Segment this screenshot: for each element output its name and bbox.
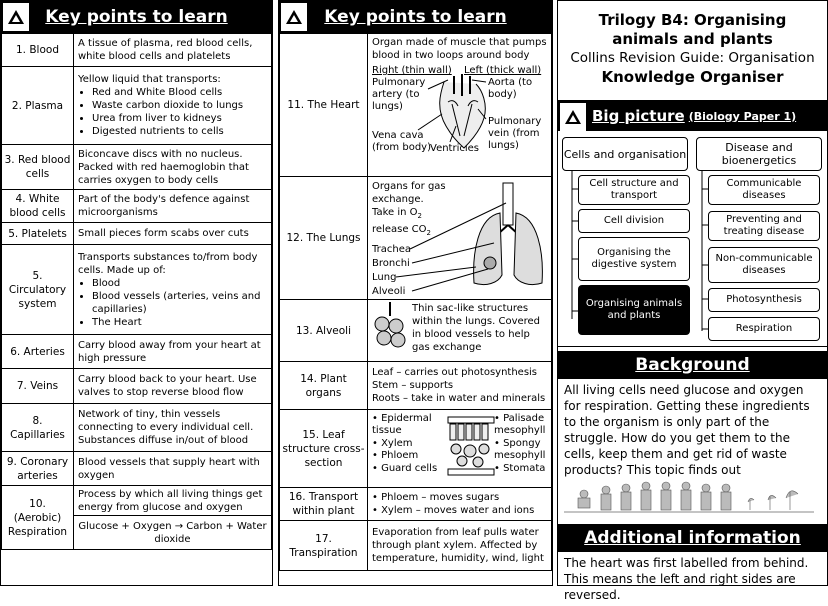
background-text: All living cells need glucose and oxygen for respiration. Getting these ingredients to the organism is only part of the struggle. How do you get them to the cells, keep them and get rid of waste products? This topic finds out <box>564 383 810 477</box>
definition-cell: Network of tiny, thin vessels connecting to every individual cell. Substances diffuse in/out of blood <box>74 404 272 452</box>
xylem-label: Xylem <box>381 437 413 449</box>
box-label: Preventing and treating disease <box>723 214 805 237</box>
list-item: • Epidermal tissue <box>372 412 432 436</box>
term-cell: 8. Capillaries <box>2 404 74 452</box>
organising-animals-box <box>578 285 690 335</box>
definition-cell: Carry blood back to your heart. Use valves to stop reverse blood flow <box>74 369 272 404</box>
key-terms-table-2 <box>279 33 552 571</box>
heart-intro: Organ made of muscle that pumps blood in two loops around body <box>372 37 547 61</box>
term-cell: 1. Blood <box>2 34 74 67</box>
box-label: Organising the digestive system <box>591 247 677 270</box>
key-terms-table-1 <box>1 33 272 550</box>
overview-column <box>557 0 828 602</box>
box-label: Non-communicable diseases <box>715 253 813 276</box>
subscript: 2 <box>426 229 431 237</box>
table-row <box>2 486 272 516</box>
guard-cells-label: Guard cells <box>381 462 438 474</box>
table-row <box>2 245 272 335</box>
lungs-intro-text: Take in O <box>372 207 418 218</box>
list-item: • Digested nutrients to cells <box>92 125 267 138</box>
cells-and-organisation-box <box>562 137 688 171</box>
leaf-left-labels <box>372 413 442 476</box>
column-1-title: Key points to learn <box>45 7 228 27</box>
definition-cell <box>368 177 552 300</box>
big-picture-header <box>558 101 827 131</box>
term-cell: 11. The Heart <box>280 34 368 177</box>
alveoli-definition: Thin sac-like structures within the lungs. Covered in blood vessels to help gas exchange <box>412 303 541 353</box>
respiration-equation: Glucose + Oxygen → Carbon + Water dioxide <box>78 520 267 545</box>
list-item: • Phloem <box>372 450 419 461</box>
list-item: • Guard cells <box>372 462 438 474</box>
definition-intro: Yellow liquid that transports: <box>78 74 221 85</box>
preventing-disease-box <box>708 211 820 241</box>
definition-cell <box>74 67 272 145</box>
term-cell: 10. (Aerobic) Respiration <box>2 486 74 550</box>
definition-cell: Blood vessels that supply heart with oxygen <box>74 452 272 486</box>
logo-triangle-icon <box>565 110 581 124</box>
table-row <box>2 452 272 486</box>
spongy-label: Spongy mesophyll <box>494 437 546 461</box>
academy-logo <box>3 3 29 31</box>
leaf-right-labels <box>494 413 556 476</box>
key-points-column-2 <box>278 0 553 586</box>
knowledge-organiser-label: Knowledge Organiser <box>601 68 784 86</box>
term-cell: 6. Arteries <box>2 335 74 369</box>
list-item: Stem – supports <box>372 380 454 391</box>
definition-cell: Part of the body's defence against microorganisms <box>74 190 272 223</box>
box-label: Cells and organisation <box>563 147 687 161</box>
background-title: Background <box>635 355 750 375</box>
ventricles-label: Ventricles <box>430 143 480 154</box>
non-communicable-box <box>708 247 820 283</box>
table-row <box>280 34 552 177</box>
box-label: Communicable diseases <box>726 178 802 201</box>
box-label: Photosynthesis <box>726 294 802 305</box>
academy-logo <box>281 3 307 31</box>
bronchi-label: Bronchi <box>372 258 410 269</box>
definition-cell: Carry blood away from your heart at high pressure <box>74 335 272 369</box>
big-picture-map <box>558 131 827 347</box>
table-row <box>2 67 272 145</box>
table-row <box>280 300 552 362</box>
column-2-title: Key points to learn <box>324 7 507 27</box>
cell-structure-box <box>578 175 690 205</box>
logo-triangle-icon <box>8 10 24 24</box>
additional-info-title: Additional information <box>584 528 801 548</box>
list-item: • Blood vessels (arteries, veins and capillaries) <box>92 290 267 316</box>
table-row <box>2 34 272 67</box>
definition-cell <box>368 410 552 488</box>
page-title: Trilogy B4: Organising animals and plants <box>598 11 787 48</box>
pulmonary-artery-label: Pulmonary artery (to lungs) <box>372 77 426 112</box>
table-row <box>280 177 552 300</box>
key-points-column-1 <box>0 0 273 586</box>
lungs-intro-text: release CO <box>372 224 427 235</box>
equation-cell <box>74 516 272 550</box>
table-row <box>280 362 552 410</box>
term-cell: 13. Alveoli <box>280 300 368 362</box>
table-row <box>2 404 272 452</box>
table-row <box>280 410 552 488</box>
definition-cell: A tissue of plasma, red blood cells, white blood cells and platelets <box>74 34 272 67</box>
disease-and-bioenergetics-box <box>696 137 822 171</box>
big-picture-title: Big picture <box>592 107 685 125</box>
leaf-cross-section-icon <box>446 415 496 479</box>
communicable-diseases-box <box>708 175 820 205</box>
term-cell: 9. Coronary arteries <box>2 452 74 486</box>
subscript: 2 <box>417 212 422 220</box>
definition-cell <box>368 300 552 362</box>
term-cell: 12. The Lungs <box>280 177 368 300</box>
term-cell: 5. Platelets <box>2 223 74 245</box>
alveoli-illustration-icon <box>372 302 408 354</box>
definition-cell: Process by which all living things get energy from glucose and oxygen <box>74 486 272 516</box>
heart-pointer-lines <box>368 64 518 174</box>
phloem-label: Phloem <box>381 450 419 461</box>
table-row <box>2 145 272 190</box>
alveoli-label: Alveoli <box>372 286 406 297</box>
list-item: • Phloem – moves sugars <box>372 492 500 503</box>
list-item: • Waste carbon dioxide to lungs <box>92 99 267 112</box>
heart-left-label: Left (thick wall) <box>464 65 542 76</box>
list-item: Roots – take in water and minerals <box>372 393 546 404</box>
lung-label: Lung <box>372 272 397 283</box>
additional-info-header <box>558 524 827 552</box>
list-item: • Urea from liver to kidneys <box>92 112 267 125</box>
table-row <box>280 488 552 521</box>
circulatory-list <box>78 277 267 329</box>
definition-intro: Transports substances to/from body cells. Made up of: <box>78 251 258 276</box>
definition-cell <box>368 34 552 177</box>
definition-cell: Biconcave discs with no nucleus. Packed with red haemoglobin that carries oxygen to body cells <box>74 145 272 190</box>
list-item: • Stomata <box>494 462 546 474</box>
term-cell: 16. Transport within plant <box>280 488 368 521</box>
background-header <box>558 351 827 379</box>
column-1-header <box>1 1 272 33</box>
pulmonary-vein-label: Pulmonary vein (from lungs) <box>488 116 542 151</box>
column-2-header <box>279 1 552 33</box>
term-cell: 17. Transpiration <box>280 521 368 571</box>
lungs-diagram <box>368 177 551 298</box>
leaf-diagram <box>368 411 551 487</box>
list-item: Leaf – carries out photosynthesis <box>372 367 538 378</box>
digestive-system-box <box>578 237 690 281</box>
vena-cava-label: Vena cava (from body) <box>372 130 431 153</box>
definition-cell <box>74 245 272 335</box>
box-label: Disease and bioenergetics <box>721 141 797 167</box>
definition-cell <box>368 488 552 521</box>
definition-cell <box>368 362 552 410</box>
term-cell: 4. White blood cells <box>2 190 74 223</box>
palisade-label: Palisade mesophyll <box>494 412 546 436</box>
box-label: Organising animals and plants <box>585 298 683 321</box>
evolution-illustration-icon <box>564 480 814 520</box>
table-row <box>280 521 552 571</box>
additional-info-text: The heart was first labelled from behind. This means the left and right sides are reversed. <box>564 556 809 602</box>
heart-right-label: Right (thin wall) <box>372 65 452 76</box>
term-cell: 15. Leaf structure cross-section <box>280 410 368 488</box>
lungs-pointer-lines <box>368 177 558 298</box>
list-item: • Spongy mesophyll <box>494 437 546 461</box>
term-cell: 5. Circulatory system <box>2 245 74 335</box>
box-label: Respiration <box>735 323 793 334</box>
term-cell: 14. Plant organs <box>280 362 368 410</box>
cell-division-box <box>578 209 690 233</box>
epidermal-label: Epidermal tissue <box>372 412 432 436</box>
list-item: • Xylem – moves water and ions <box>372 505 535 516</box>
table-row <box>2 223 272 245</box>
title-block <box>558 1 827 101</box>
table-row <box>2 335 272 369</box>
box-label: Cell division <box>603 215 665 226</box>
respiration-box <box>708 317 820 341</box>
academy-logo <box>560 103 586 131</box>
term-cell: 7. Veins <box>2 369 74 404</box>
photosynthesis-box <box>708 288 820 312</box>
list-item: • Xylem <box>372 437 413 449</box>
table-row <box>2 190 272 223</box>
table-row <box>2 369 272 404</box>
stomata-label: Stomata <box>503 462 546 474</box>
page-subtitle: Collins Revision Guide: Organisation <box>570 50 815 66</box>
term-cell: 2. Plasma <box>2 67 74 145</box>
big-picture-subtitle: (Biology Paper 1) <box>688 109 797 123</box>
trachea-label: Trachea <box>372 244 411 255</box>
list-item: • Blood <box>92 277 267 290</box>
list-item: • The Heart <box>92 316 267 329</box>
lungs-intro-line: Organs for gas exchange. <box>372 181 446 205</box>
heart-diagram <box>368 64 551 174</box>
box-label: Cell structure and transport <box>589 178 679 201</box>
list-item: • Red and White Blood cells <box>92 86 267 99</box>
logo-triangle-icon <box>286 10 302 24</box>
definition-cell: Small pieces form scabs over cuts <box>74 223 272 245</box>
list-item: • Palisade mesophyll <box>494 412 546 436</box>
plasma-transport-list <box>78 86 267 138</box>
definition-cell: Evaporation from leaf pulls water through plant xylem. Affected by temperature, humidity, wind, light <box>368 521 552 571</box>
term-cell: 3. Red blood cells <box>2 145 74 190</box>
aorta-label: Aorta (to body) <box>488 77 533 100</box>
